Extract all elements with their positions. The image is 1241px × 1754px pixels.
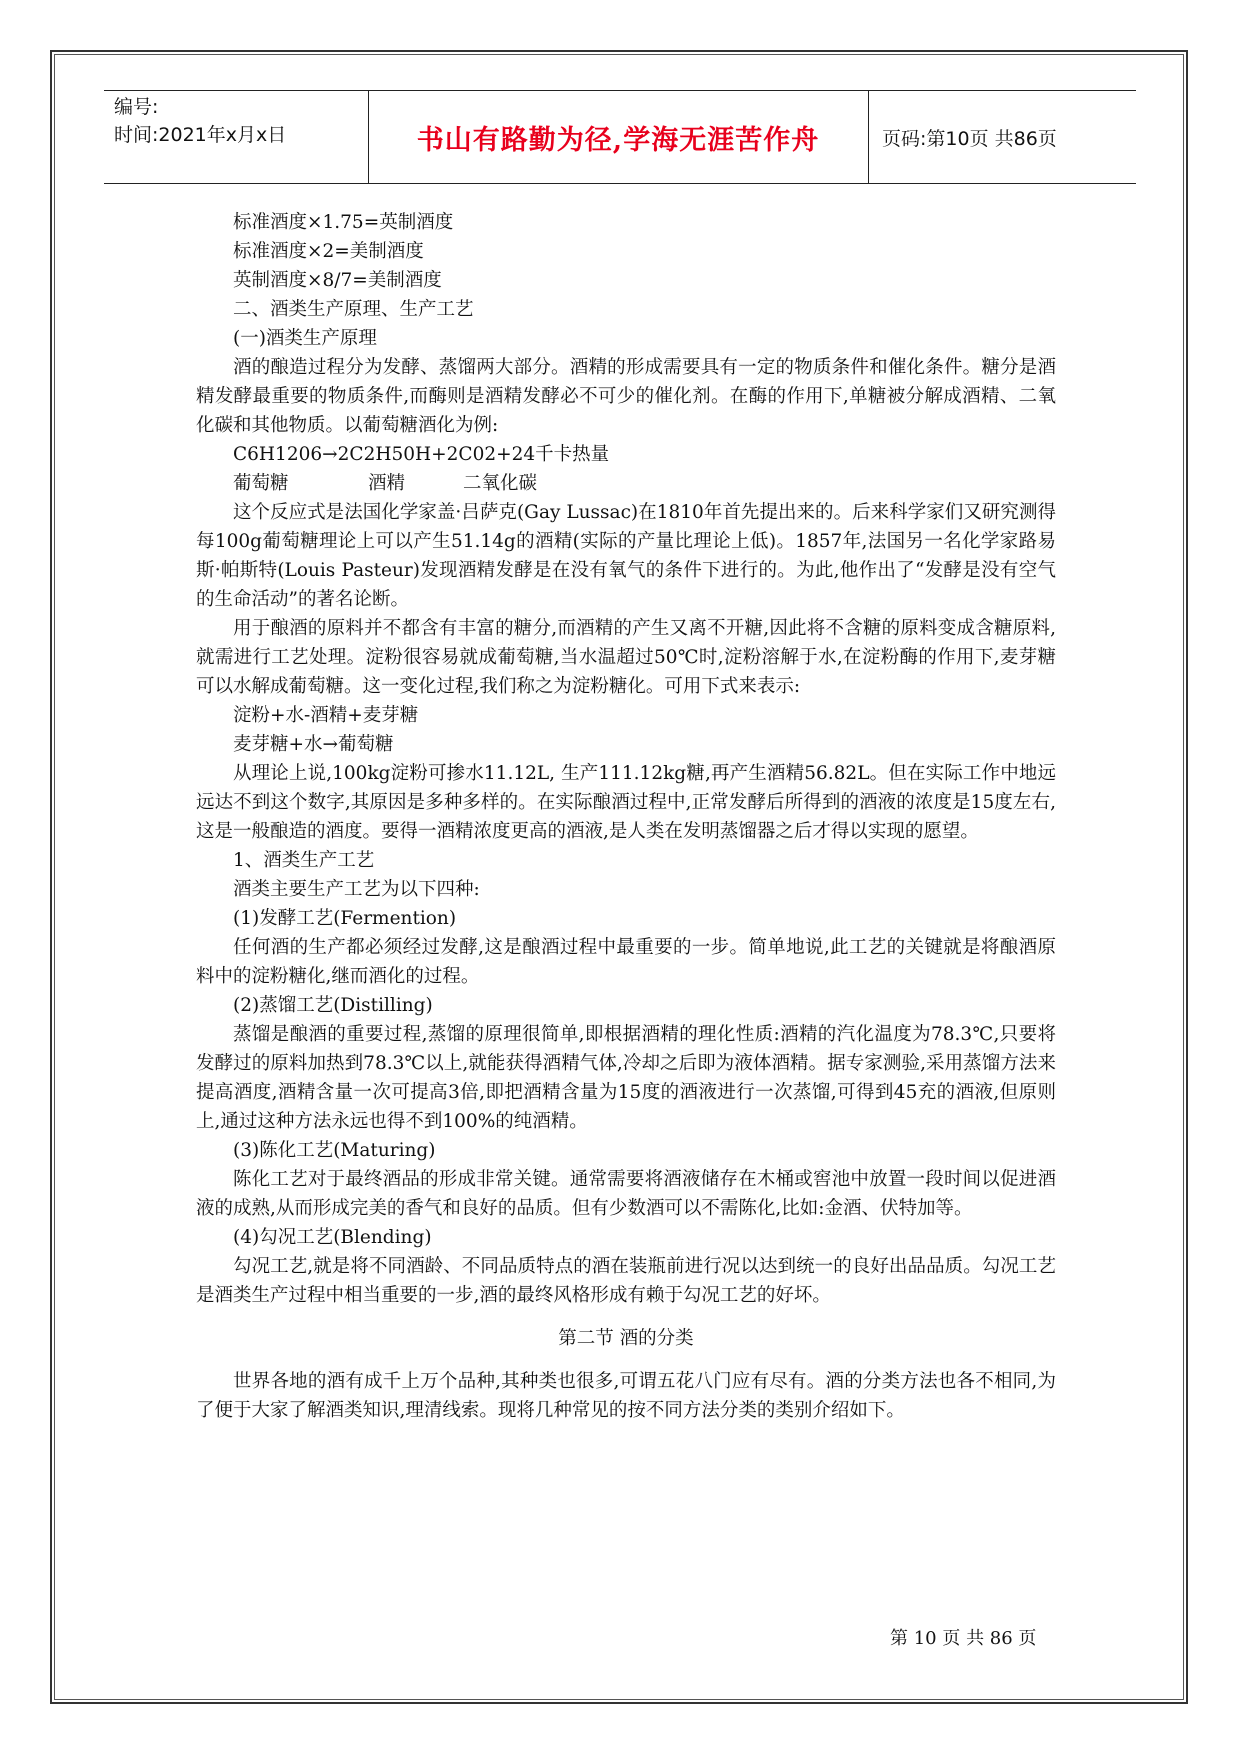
formula-label-alcohol: 酒精: [368, 473, 406, 494]
process-heading-fermention: (1)发酵工艺(Fermention): [233, 908, 457, 929]
subsection-heading: (一)酒类生产原理: [233, 328, 377, 349]
formula-label-glucose: 葡萄糖: [233, 473, 289, 494]
conversion-line-2: 标准酒度×2=美制酒度: [233, 241, 424, 262]
formula-labels: [196, 469, 1056, 498]
paragraph-saccharification: 用于酿酒的原料并不都含有丰富的糖分,而酒精的产生又离不开糖,因此将不含糖的原料变成含糖原料,就需进行工艺处理。淀粉很容易就成葡萄糖,当水温超过50℃时,淀粉溶解于水,在淀粉酶的作用下,麦芽糖可以水解成葡萄糖。这一变化过程,我们称之为淀粉糖化。可用下式来表示:: [196, 618, 1056, 697]
page-header: [104, 90, 1136, 184]
header-motto: 书山有路勤为径,学海无涯苦作舟: [416, 124, 820, 156]
heading-production-process: 1、酒类生产工艺: [233, 850, 375, 871]
paragraph-maturing: 陈化工艺对于最终酒品的形成非常关键。通常需要将酒液储存在木桶或窖池中放置一段时间以促进酒液的成熟,从而形成完美的香气和良好的品质。但有少数酒可以不需陈化,比如:金酒、伏特加等。: [196, 1169, 1056, 1219]
process-heading-blending: (4)勾况工艺(Blending): [233, 1227, 432, 1248]
intro-four-processes: 酒类主要生产工艺为以下四种:: [233, 879, 480, 900]
document-body: [196, 208, 1056, 1425]
equation-maltose: 麦芽糖+水→葡萄糖: [233, 734, 394, 755]
paragraph-distilling: 蒸馏是酿酒的重要过程,蒸馏的原理很简单,即根据酒精的理化性质:酒精的汽化温度为78.3℃,只要将发酵过的原料加热到78.3℃以上,就能获得酒精气体,冷却之后即为液体酒精。据专家测验,采用蒸馏方法来提高酒度,酒精含量一次可提高3倍,即把酒精含量为15度的酒液进行一次蒸馏,可得到45充的酒液,但原则上,通过这种方法永远也得不到100%的纯酒精。: [196, 1024, 1056, 1132]
time-label: 时间:2021年x月x日: [114, 124, 287, 146]
section-heading: 二、酒类生产原理、生产工艺: [233, 299, 474, 320]
header-meta: [114, 93, 364, 149]
page-footer: 第 10 页 共 86 页: [890, 1628, 1037, 1649]
number-label: 编号:: [114, 96, 159, 118]
equation-starch: 淀粉+水-酒精+麦芽糖: [233, 705, 419, 726]
paragraph-theory-yield: 从理论上说,100kg淀粉可掺水11.12L, 生产111.12kg糖,再产生酒精56.82L。但在实际工作中地远远达不到这个数字,其原因是多种多样的。在实际酿酒过程中,正常发酵后所得到的酒液的浓度是15度左右,这是一般酿造的酒度。要得一酒精浓度更高的酒液,是人类在发明蒸馏器之后才得以实现的愿望。: [196, 763, 1056, 842]
conversion-line-1: 标准酒度×1.75=英制酒度: [233, 212, 454, 233]
paragraph-gay-lussac: 这个反应式是法国化学家盖·吕萨克(Gay Lussac)在1810年首先提出来的。后来科学家们又研究测得每100g葡萄糖理论上可以产生51.14g的酒精(实际的产量比理论上低)。1857年,法国另一名化学家路易斯·帕斯特(Louis Pasteur)发现酒精发酵是在没有氧气的条件下进行的。为此,他作出了“发酵是没有空气的生命活动”的著名论断。: [196, 502, 1056, 610]
section-title-classification: 第二节 酒的分类: [558, 1328, 694, 1349]
process-heading-distilling: (2)蒸馏工艺(Distilling): [233, 995, 433, 1016]
header-page-info: 页码:第10页 共86页: [882, 127, 1057, 150]
chemical-formula: C6H1206→2C2H50H+2C02+24千卡热量: [233, 444, 610, 465]
paragraph-fermention: 任何酒的生产都必须经过发酵,这是酿酒过程中最重要的一步。简单地说,此工艺的关键就是将酿酒原料中的淀粉糖化,继而酒化的过程。: [196, 937, 1056, 987]
formula-label-co2: 二氧化碳: [463, 473, 538, 494]
process-heading-maturing: (3)陈化工艺(Maturing): [233, 1140, 436, 1161]
conversion-line-3: 英制酒度×8/7=美制酒度: [233, 270, 442, 291]
paragraph-fermentation: 酒的酿造过程分为发酵、蒸馏两大部分。酒精的形成需要具有一定的物质条件和催化条件。糖分是酒精发酵最重要的物质条件,而酶则是酒精发酵必不可少的催化剂。在酶的作用下,单糖被分解成酒精、二氧化碳和其他物质。以葡萄糖酒化为例:: [196, 357, 1056, 436]
paragraph-blending: 勾况工艺,就是将不同酒龄、不同品质特点的酒在装瓶前进行况以达到统一的良好出品品质。勾况工艺是酒类生产过程中相当重要的一步,酒的最终风格形成有赖于勾况工艺的好坏。: [196, 1256, 1056, 1306]
paragraph-classification-intro: 世界各地的酒有成千上万个品种,其种类也很多,可谓五花八门应有尽有。酒的分类方法也各不相同,为了便于大家了解酒类知识,理清线索。现将几种常见的按不同方法分类的类别介绍如下。: [196, 1371, 1056, 1421]
